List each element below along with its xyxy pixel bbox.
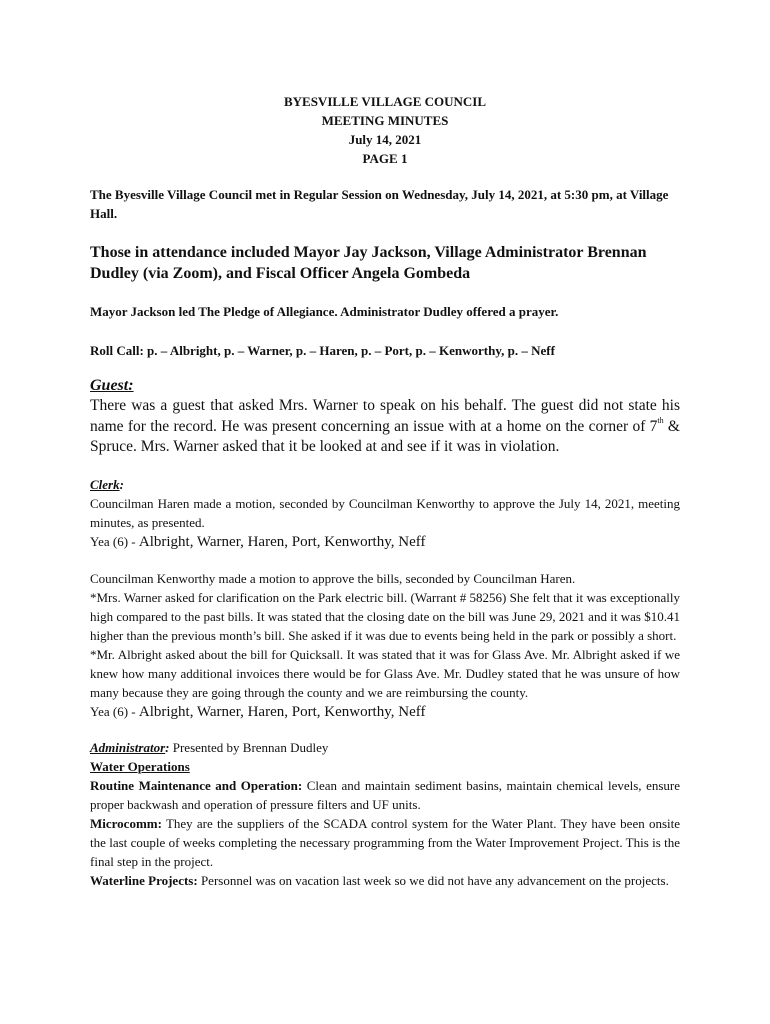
document-header — [90, 92, 680, 168]
header-doc-type: MEETING MINUTES — [321, 113, 449, 128]
administrator-heading — [90, 738, 680, 757]
spacer — [90, 722, 680, 738]
waterline-label: Waterline Projects: — [90, 872, 198, 888]
routine-text: Clean and maintain sediment basins, maintain chemical levels, ensure proper backwash and operation of pressure filters and UF units. — [90, 777, 680, 812]
spacer — [90, 552, 680, 569]
header-council-name: BYESVILLE VILLAGE COUNCIL — [283, 94, 487, 109]
waterline-paragraph — [90, 871, 680, 890]
routine-maintenance-paragraph — [90, 776, 680, 814]
administrator-heading-label: Administrator — [90, 739, 166, 755]
pledge-paragraph: Mayor Jackson led The Pledge of Allegiance. Administrator Dudley offered a prayer. — [90, 304, 559, 319]
clerk-motion-minutes: Councilman Haren made a motion, seconded by Councilman Kenworthy to approve the July 14, 2021, meeting minutes, as presented. — [90, 495, 680, 530]
water-operations-heading: Water Operations — [90, 758, 190, 774]
microcomm-text: They are the suppliers of the SCADA control system for the Water Plant. They have been onsite the last couple of weeks completing the necessary programming from the Water Improvement Project. This is the final step in the project. — [90, 815, 680, 869]
administrator-heading-colon: : — [165, 739, 170, 755]
vote-prefix: Yea (6) - — [90, 533, 139, 549]
microcomm-label: Microcomm: — [90, 815, 162, 831]
attendance-paragraph: Those in attendance included Mayor Jay Jackson, Village Administrator Brennan Dudley (via Zoom), and Fiscal Officer Angela Gombeda — [90, 244, 647, 282]
clerk-vote-minutes — [90, 532, 680, 552]
waterline-text: Personnel was on vacation last week so we did not have any advancement on the projects. — [197, 872, 669, 888]
routine-label: Routine Maintenance and Operation: — [90, 777, 303, 793]
vote-names: Albright, Warner, Haren, Port, Kenworthy, Neff — [138, 703, 426, 720]
guest-heading: Guest: — [90, 377, 134, 394]
roll-call: Roll Call: p. – Albright, p. – Warner, p. – Haren, p. – Port, p. – Kenworthy, p. – Neff — [90, 343, 555, 358]
guest-text-a: There was a guest that asked Mrs. Warner to speak on his behalf. The guest did not state his name for the record. He was present concerning an issue with at a home on the corner of 7 — [90, 397, 680, 435]
clerk-motion-bills: Councilman Kenworthy made a motion to approve the bills, seconded by Councilman Haren. — [90, 570, 576, 586]
vote-prefix: Yea (6) - — [90, 703, 139, 719]
header-date: July 14, 2021 — [348, 132, 422, 147]
clerk-heading — [90, 475, 680, 494]
guest-paragraph — [90, 396, 680, 458]
clerk-vote-bills — [90, 702, 680, 722]
clerk-heading-label: Clerk — [90, 476, 120, 492]
clerk-note-park-bill: *Mrs. Warner asked for clarification on the Park electric bill. (Warrant # 58256) She felt that it was exceptionally high compared to the past bills. It was stated that the closing date on the bill was June 29, 2021 and it was $10.41 higher than the previous month’s bill. She asked if it was due to events being held in the park or possibly a short. — [90, 589, 680, 643]
guest-text-b: & Spruce. Mrs. Warner asked that it be looked at and see if it was in violation. — [90, 417, 680, 455]
guest-ordinal-suffix: th — [657, 415, 664, 425]
clerk-heading-colon: : — [119, 476, 124, 492]
administrator-presenter: Presented by Brennan Dudley — [169, 739, 329, 755]
minutes-body — [90, 92, 680, 890]
intro-paragraph: The Byesville Village Council met in Regular Session on Wednesday, July 14, 2021, at 5:30 pm, at Village Hall. — [90, 187, 669, 221]
microcomm-paragraph — [90, 814, 680, 871]
header-page-number: PAGE 1 — [362, 151, 408, 166]
clerk-note-quicksall: *Mr. Albright asked about the bill for Quicksall. It was stated that it was for Glass Ave. Mr. Albright asked if we knew how many additional invoices there would be for Glass Ave. Mr. Dudley stated that he was unsure of how many because they are going through the county and we are reimbursing the county. — [90, 646, 680, 700]
vote-names: Albright, Warner, Haren, Port, Kenworthy, Neff — [138, 533, 426, 550]
